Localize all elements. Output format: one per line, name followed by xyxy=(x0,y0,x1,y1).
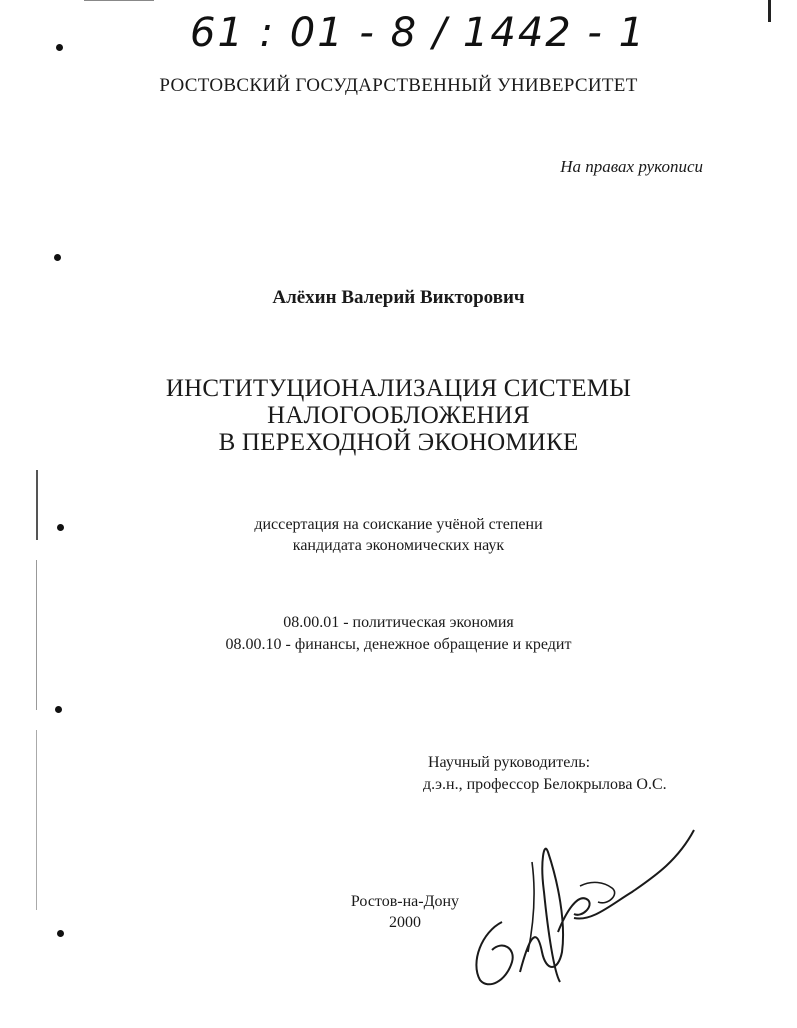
manuscript-note: На правах рукописи xyxy=(560,157,703,176)
thesis-title-line-1: ИНСТИТУЦИОНАЛИЗАЦИЯ СИСТЕМЫ xyxy=(165,375,632,402)
year: 2000 xyxy=(389,914,421,931)
specialty-1: 08.00.01 - политическая экономия xyxy=(283,614,514,631)
archive-code: 61 : 01 - 8 / 1442 - 1 xyxy=(190,10,647,56)
specialty-2: 08.00.10 - финансы, денежное обращение и кредит xyxy=(225,636,572,653)
thesis-title-line-2: НАЛОГООБЛОЖЕНИЯ xyxy=(267,402,530,429)
archive-code-handwritten xyxy=(190,10,647,72)
scan-dot xyxy=(54,254,61,261)
city: Ростов-на-Дону xyxy=(350,893,460,910)
thesis-title-line-3: В ПЕРЕХОДНОЙ ЭКОНОМИКЕ xyxy=(218,429,579,456)
author-name: Алёхин Валерий Викторович xyxy=(272,287,525,308)
page-corner-mark xyxy=(768,0,771,22)
degree-line-2: кандидата экономических наук xyxy=(292,537,505,554)
binding-edge xyxy=(36,730,37,910)
page-top-line xyxy=(84,0,154,1)
scan-dot xyxy=(56,44,63,51)
advisor-label: Научный руководитель: xyxy=(428,754,591,771)
degree-line-1: диссертация на соискание учёной степени xyxy=(254,516,543,533)
scan-dot xyxy=(55,706,62,713)
advisor-name: д.э.н., профессор Белокрылова О.С. xyxy=(423,776,667,793)
university-name: РОСТОВСКИЙ ГОСУДАРСТВЕННЫЙ УНИВЕРСИТЕТ xyxy=(159,75,638,96)
signature-image xyxy=(462,822,702,992)
